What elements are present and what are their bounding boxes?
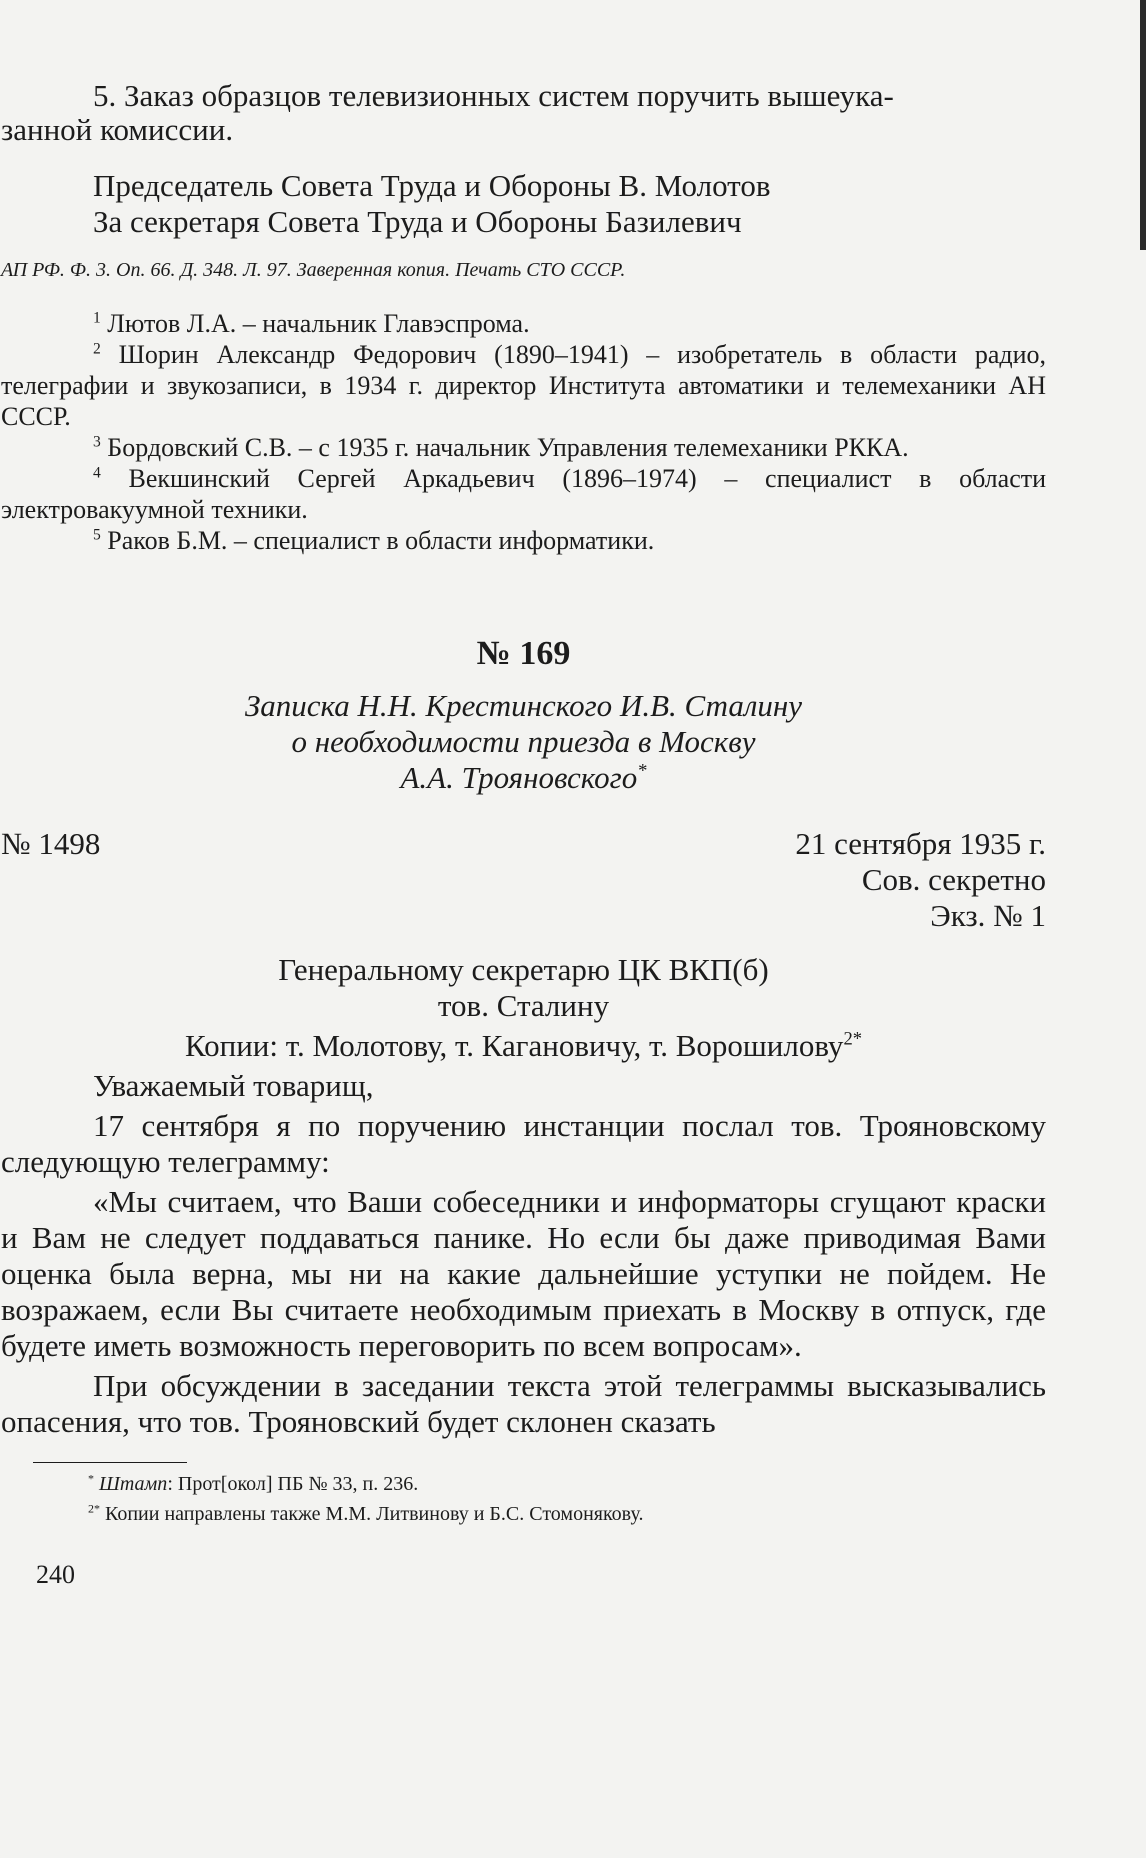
- footnote-rule: [33, 1462, 187, 1463]
- footnotes: [33, 1462, 1046, 1529]
- note-3: $^3$ Бордовский С.В. – с 1935 г. начальник Управления телемеханики РККА.: [93, 433, 909, 462]
- signature-line-2: За секретаря Совета Труда и Обороны Базилевич: [93, 204, 742, 239]
- copies-line: Копии: т. Молотову, т. Кагановичу, т. Ворошилову$^{2*}$: [184, 1028, 863, 1063]
- archive-source: АП РФ. Ф. 3. Оп. 66. Д. 348. Л. 97. Заверенная копия. Печать СТО СССР.: [1, 259, 626, 281]
- document-date: 21 сентября 1935 г.: [795, 826, 1046, 861]
- book-page: [1, 78, 1047, 1593]
- registration-number: № 1498: [1, 826, 101, 861]
- note-2: $^2$ Шорин Александр Федорович (1890–1941) – изобретатель в области радио, телеграфии и звукозаписи, в 1934 г. директор Института автоматики и телемеханики АН СССР.: [1, 340, 1047, 431]
- document-title-line2: о необходимости приезда в Москву: [291, 724, 756, 759]
- body-paragraph-2: «Мы считаем, что Ваши собеседники и информаторы сгущают краски и Вам не следует поддаваться панике. Но если бы даже приводимая Вами оценка была верна, мы ни на какие дальнейшие уступки не пойдем. Не возражаем, если Вы считаете необходимым приехать в Москву в отпуск, где будете иметь возможность переговорить по всем вопросам».: [1, 1184, 1046, 1363]
- signature-line-1: Председатель Совета Труда и Обороны В. Молотов: [93, 168, 771, 203]
- document-title-line1: Записка Н.Н. Крестинского И.В. Сталину: [244, 688, 803, 723]
- document-header: [1, 634, 1046, 1064]
- note-5: $^5$ Раков Б.М. – специалист в области информатики.: [93, 526, 655, 555]
- page-number: 240: [36, 1560, 75, 1589]
- page-spine-shadow: [1140, 0, 1146, 250]
- notes-list: [1, 308, 1046, 556]
- footnote-2: $^{2*}$ Копии направлены также М.М. Литвинову и Б.С. Стомонякову.: [88, 1501, 644, 1525]
- body-paragraph-3: При обсуждении в заседании текста этой телеграммы высказывались опасения, что тов. Трояновский будет склонен сказать: [1, 1368, 1046, 1439]
- item5-line1: 5. Заказ образцов телевизионных систем поручить вышеука-: [93, 78, 894, 113]
- reg-date-row: [1, 826, 1046, 862]
- addressee-line2: тов. Сталину: [437, 988, 610, 1023]
- item5-line2: занной комиссии.: [1, 112, 234, 147]
- body-paragraph-1: 17 сентября я по поручению инстанции послал тов. Трояновскому следующую телеграмму:: [1, 1108, 1046, 1179]
- note-4: $^4$ Векшинский Сергей Аркадьевич (1896–1974) – специалист в области электровакуумной техники.: [1, 464, 1047, 524]
- document-title-line3: А.А. Трояновского*: [400, 760, 647, 795]
- copy-number: Экз. № 1: [930, 898, 1046, 933]
- footnote-1: * Штамп: Прот[окол] ПБ № 33, п. 236.: [88, 1471, 419, 1495]
- note-1: $^1$ Лютов Л.А. – начальник Главэспрома.: [93, 309, 530, 338]
- addressee-line1: Генеральному секретарю ЦК ВКП(б): [278, 952, 769, 987]
- document-number: № 169: [476, 635, 571, 672]
- document-body: [1, 1068, 1046, 1440]
- secrecy-stamp: Сов. секретно: [861, 862, 1046, 897]
- salutation: Уважаемый товарищ,: [93, 1068, 374, 1103]
